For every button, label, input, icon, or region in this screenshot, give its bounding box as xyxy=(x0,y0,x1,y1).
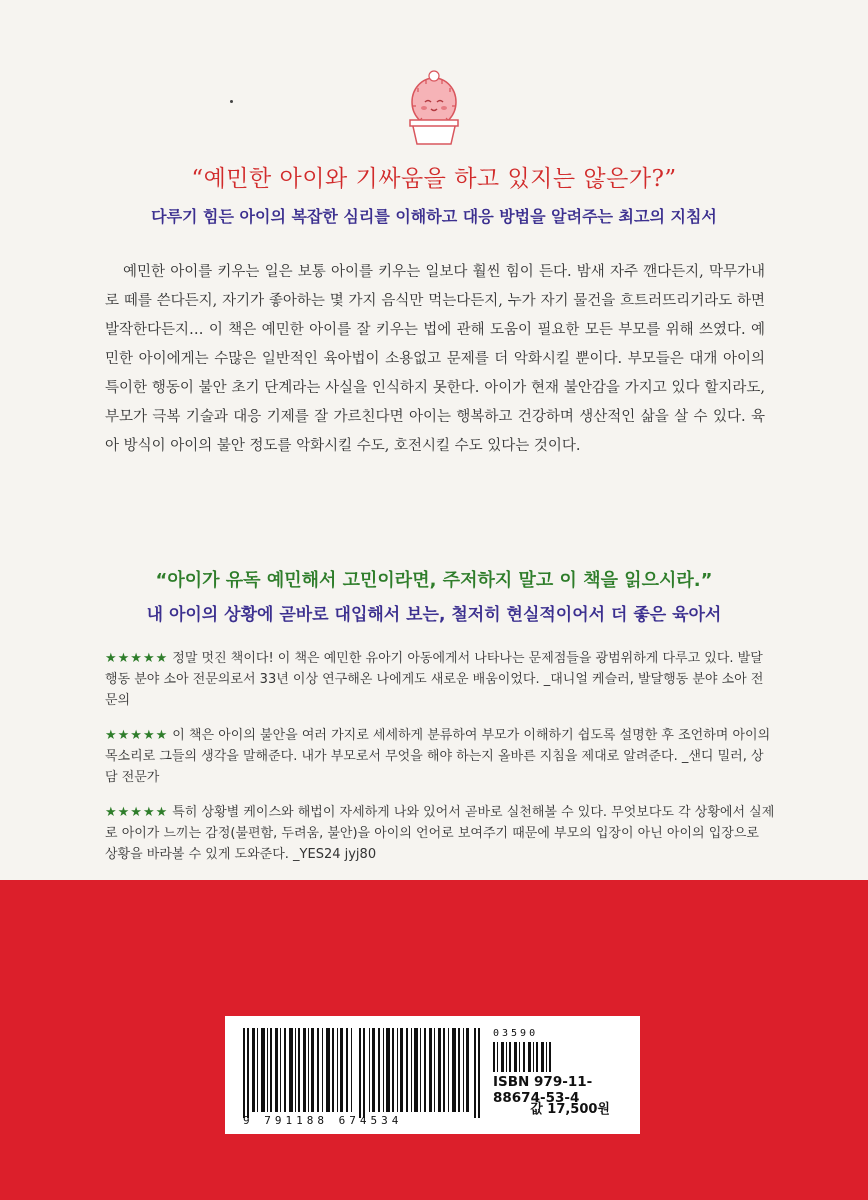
star-rating-icon: ★★★★★ xyxy=(105,805,169,820)
secondary-quote: “아이가 유독 예민해서 고민이라면, 주저하지 말고 이 책을 읽으시라.” xyxy=(155,570,713,591)
addon-barcode-icon xyxy=(493,1042,553,1072)
review-text: 특히 상황별 케이스와 해법이 자세하게 나와 있어서 곧바로 실천해볼 수 있다. 무엇보다도 각 상황에서 실제로 아이가 느끼는 감정(불편함, 두려움, 불안)을 아이의 언어로 보여주기 때문에 부모의 입장이 아닌 아이의 입장으로 상황을 바라볼 수 있게 도와준다. _YES24 jyj80 xyxy=(105,805,775,862)
review-text: 이 책은 아이의 불안을 여러 가지로 세세하게 분류하여 부모가 이해하기 쉽도록 설명한 후 조언하며 아이의 목소리로 그들의 생각을 말해준다. 내가 부모로서 무엇을 해야 하는지 올바른 지침을 제대로 알려준다. _샌디 밀러, 상담 전문가 xyxy=(105,728,771,785)
review-item xyxy=(105,648,775,711)
star-rating-icon: ★★★★★ xyxy=(105,651,169,666)
addon-digits: 03590 xyxy=(493,1028,539,1039)
cactus-illustration-icon xyxy=(400,62,468,146)
star-rating-icon: ★★★★★ xyxy=(105,728,169,743)
isbn-number: ISBN 979-11-88674-53-4 xyxy=(493,1074,593,1106)
barcode-icon xyxy=(243,1028,483,1118)
barcode-digits: 9 791188 674534 xyxy=(243,1114,403,1127)
headline-subtitle: 다루기 힘든 아이의 복잡한 심리를 이해하고 대응 방법을 알려주는 최고의 지침서 xyxy=(151,207,717,226)
headline-quote: “예민한 아이와 기싸움을 하고 있지는 않은가?” xyxy=(191,166,677,192)
description-paragraph: 예민한 아이를 키우는 일은 보통 아이를 키우는 일보다 훨씬 힘이 든다. 밤새 자주 깬다든지, 막무가내로 떼를 쓴다든지, 자기가 좋아하는 몇 가지 음식만 먹는다든지, 누가 자기 물건을 흐트러뜨리기라도 하면 발작한다든지… 이 책은 예민한 아이를 잘 키우는 법에 관해 도움이 필요한 모든 부모를 위해 쓰였다. 예민한 아이에게는 수많은 일반적인 육아법이 소용없고 문제를 더 악화시킬 뿐이다. 부모들은 대개 아이의 특이한 행동이 불안 초기 단계라는 사실을 인식하지 못한다. 아이가 현재 불안감을 가지고 있다 할지라도, 부모가 극복 기술과 대응 기제를 잘 가르친다면 아이는 행복하고 건강하며 생산적인 삶을 살 수 있다. 육아 방식이 아이의 불안 정도를 악화시킬 수도, 호전시킬 수도 있다는 것이다. xyxy=(105,264,765,454)
barcode-panel xyxy=(225,1016,640,1134)
review-item xyxy=(105,802,775,865)
review-text: 정말 멋진 책이다! 이 책은 예민한 유아기 아동에게서 나타나는 문제점들을 광범위하게 다루고 있다. 발달행동 분야 소아 전문의로서 33년 이상 연구해온 나에게도 새로운 배움이었다. _대니얼 케슬러, 발달행동 분야 소아 전문의 xyxy=(105,651,764,708)
decorative-dot xyxy=(230,100,233,103)
reviews-list xyxy=(105,648,775,879)
review-item xyxy=(105,725,775,788)
price-label: 값 17,500원 xyxy=(530,1102,610,1117)
secondary-subtitle: 내 아이의 상황에 곧바로 대입해서 보는, 철저히 현실적이어서 더 좋은 육아서 xyxy=(146,605,722,625)
description-body xyxy=(105,258,765,461)
